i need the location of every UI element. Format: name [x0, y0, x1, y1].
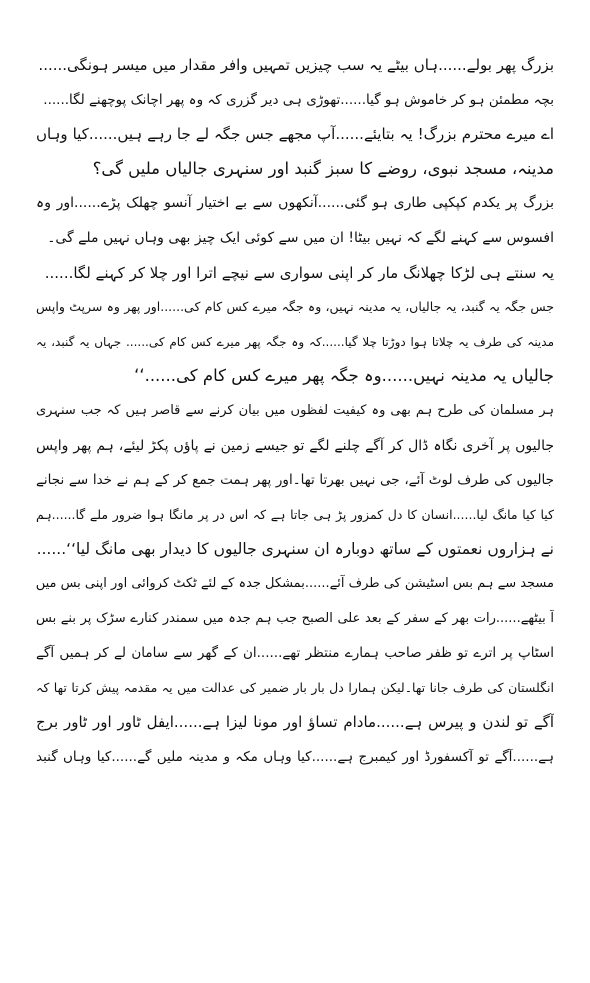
- text-line: جس جگہ یہ گنبد، یہ جالیاں، یہ مدینہ نہیں، وہ جگہ میرے کس کام کی......اور پھر وہ سرپٹ واپس: [36, 299, 554, 315]
- text-line: بزرگ پر یکدم کپکپی طاری ہو گئی......آنکھوں سے بے اختیار آنسو چھلک پڑے......اور وہ: [36, 195, 554, 212]
- text-line: مدینہ کی طرف یہ چلاتا ہوا دوڑتا چلا گیا......کہ وہ جگہ پھر میرے کس کام کی...... جہاں یہ گنبد، یہ: [36, 334, 554, 349]
- urdu-text-body: [36, 48, 554, 774]
- text-line: یہ سنتے ہی لڑکا چھلانگ مار کر اپنی سواری سے نیچے اترا اور چلا کر کہنے لگا......: [44, 263, 554, 282]
- text-line: انگلستان کی طرف جانا تھا۔لیکن ہمارا دل بار بار ضمیر کی عدالت میں یہ مقدمہ پیش کرتا تھا کہ: [36, 679, 554, 695]
- text-line: آ بیٹھے......رات بھر کے سفر کے بعد علی الصبح جب ہم جدہ میں سمندر کنارے سڑک پر بنے بس: [36, 610, 554, 626]
- text-line: مسجد سے ہم بس اسٹیشن کی طرف آئے......بمشکل جدہ کے لئے ٹکٹ کروائی اور اپنی بس میں: [36, 575, 554, 591]
- text-line: جالیوں کی طرف لوٹ آئے، جی نہیں بھرتا تھا۔اور پھر ہمت جمع کر کے ہم نے خدا سے نجانے: [36, 472, 554, 489]
- text-line: ہے......آگے تو آکسفورڈ اور کیمبرج ہے......کیا وہاں مکہ و مدینہ ملیں گے......کیا وہاں گنبد: [36, 748, 554, 765]
- text-line: بزرگ پھر بولے......ہاں بیٹے یہ سب چیزیں تمہیں وافر مقدار میں میسر ہونگی......: [38, 56, 554, 74]
- text-line: جالیوں پر آخری نگاہ ڈال کر آگے چلنے لگے تو جیسے زمین نے پاؤں پکڑ لیئے، ہم پھر واپس: [36, 437, 554, 454]
- text-line: اے میرے محترم بزرگ! یہ بتایئے......آپ مجھے جس جگہ لے جا رہے ہیں......کیا وہاں: [36, 125, 554, 144]
- text-line: کیا کیا مانگ لیا......انسان کا دل کمزور پڑ ہی جاتا ہے کہ اس در پر مانگا ہوا ضرور ملے گا......ہم: [36, 506, 554, 522]
- text-line: نے ہزاروں نعمتوں کے ساتھ دوبارہ ان سنہری جالیوں کا دیدار بھی مانگ لیا‘‘......: [36, 540, 554, 559]
- text-line: اسٹاپ پر اترے تو ظفر صاحب ہمارے منتظر تھے......ان کے گھر سے سامان لے کر ہمیں آگے: [36, 645, 554, 662]
- text-line: آگے تو لندن و پیرس ہے......مادام تساؤ اور مونا لیزا ہے......ایفل ٹاور اور ٹاور برج: [36, 713, 554, 732]
- text-line: بچہ مطمئن ہو کر خاموش ہو گیا......تھوڑی ہی دیر گزری کہ وہ پھر اچانک پوچھنے لگا......: [43, 91, 554, 108]
- text-line: افسوس سے کہنے لگے کہ نہیں بیٹا! ان میں سے کوئی ایک چیز بھی وہاں نہیں ملے گی۔: [47, 229, 554, 246]
- text-line: جالیاں یہ مدینہ نہیں......وہ جگہ پھر میرے کس کام کی......‘‘: [134, 366, 554, 386]
- text-line: ہر مسلمان کی طرح ہم بھی وہ کیفیت لفظوں میں بیان کرنے سے قاصر ہیں کہ جب سنہری: [36, 402, 554, 418]
- text-line: مدینہ، مسجد نبوی، روضے کا سبز گنبد اور سنہری جالیاں ملیں گی؟: [92, 158, 554, 178]
